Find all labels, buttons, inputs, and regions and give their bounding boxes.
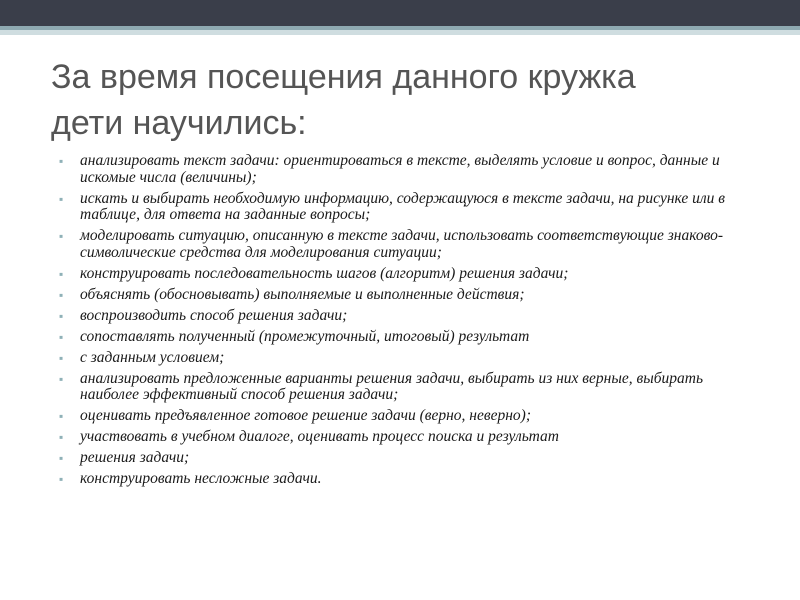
list-item	[57, 191, 757, 224]
accent-line-light	[0, 30, 800, 35]
bullet-icon	[59, 471, 63, 488]
bullet-text: анализировать текст задачи: ориентироваться в тексте, выделять условие и вопрос, данные и искомые числа (величины);	[80, 152, 720, 186]
bullet-text: воспроизводить способ решения задачи;	[80, 306, 348, 324]
bullet-text: сопоставлять полученный (промежуточный, итоговый) результат	[80, 327, 530, 345]
list-item	[57, 266, 757, 283]
bullet-icon	[59, 408, 63, 425]
bullet-list	[57, 153, 757, 492]
list-item	[57, 308, 757, 325]
bullet-icon	[59, 228, 63, 245]
bullet-text: с заданным условием;	[80, 348, 225, 366]
list-item	[57, 371, 757, 404]
list-item	[57, 329, 757, 346]
bullet-text: оценивать предъявленное готовое решение задачи (верно, неверно);	[80, 407, 531, 424]
bullet-icon	[59, 350, 63, 367]
bullet-text: конструировать последовательность шагов (алгоритм) решения задачи;	[80, 264, 569, 282]
bullet-text: анализировать предложенные варианты решения задачи, выбирать из них верные, выбирать наиболее эффективный способ решения задачи;	[80, 369, 703, 403]
bullet-text: участвовать в учебном диалоге, оценивать процесс поиска и результат	[80, 428, 559, 445]
list-item	[57, 153, 757, 186]
list-item	[57, 429, 757, 446]
bullet-icon	[59, 287, 63, 304]
bullet-icon	[59, 153, 63, 170]
bullet-icon	[59, 329, 63, 346]
bullet-text: решения задачи;	[80, 449, 190, 466]
bullet-icon	[59, 450, 63, 467]
bullet-icon	[59, 266, 63, 283]
list-item	[57, 228, 757, 261]
list-item	[57, 450, 757, 467]
bullet-icon	[59, 371, 63, 388]
bullet-text: искать и выбирать необходимую информацию, содержащуюся в тексте задачи, на рисунке или в таблице, для ответа на заданные вопросы;	[80, 189, 725, 223]
slide-title	[51, 54, 771, 146]
bullet-text: конструировать несложные задачи.	[80, 470, 322, 487]
bullet-icon	[59, 429, 63, 446]
list-item	[57, 408, 757, 425]
list-item	[57, 350, 757, 367]
list-item	[57, 287, 757, 304]
list-item	[57, 471, 757, 488]
bullet-text: моделировать ситуацию, описанную в тексте задачи, использовать соответствующие знаково-символические средства для моделирования ситуации;	[80, 227, 724, 261]
bullet-icon	[59, 308, 63, 325]
bullet-text: объяснять (обосновывать) выполняемые и выполненные действия;	[80, 285, 525, 303]
bullet-icon	[59, 191, 63, 208]
top-band	[0, 0, 800, 26]
slide-title-line-2: дети научились:	[51, 104, 307, 142]
slide-title-line-1: За время посещения данного кружка	[51, 58, 636, 96]
